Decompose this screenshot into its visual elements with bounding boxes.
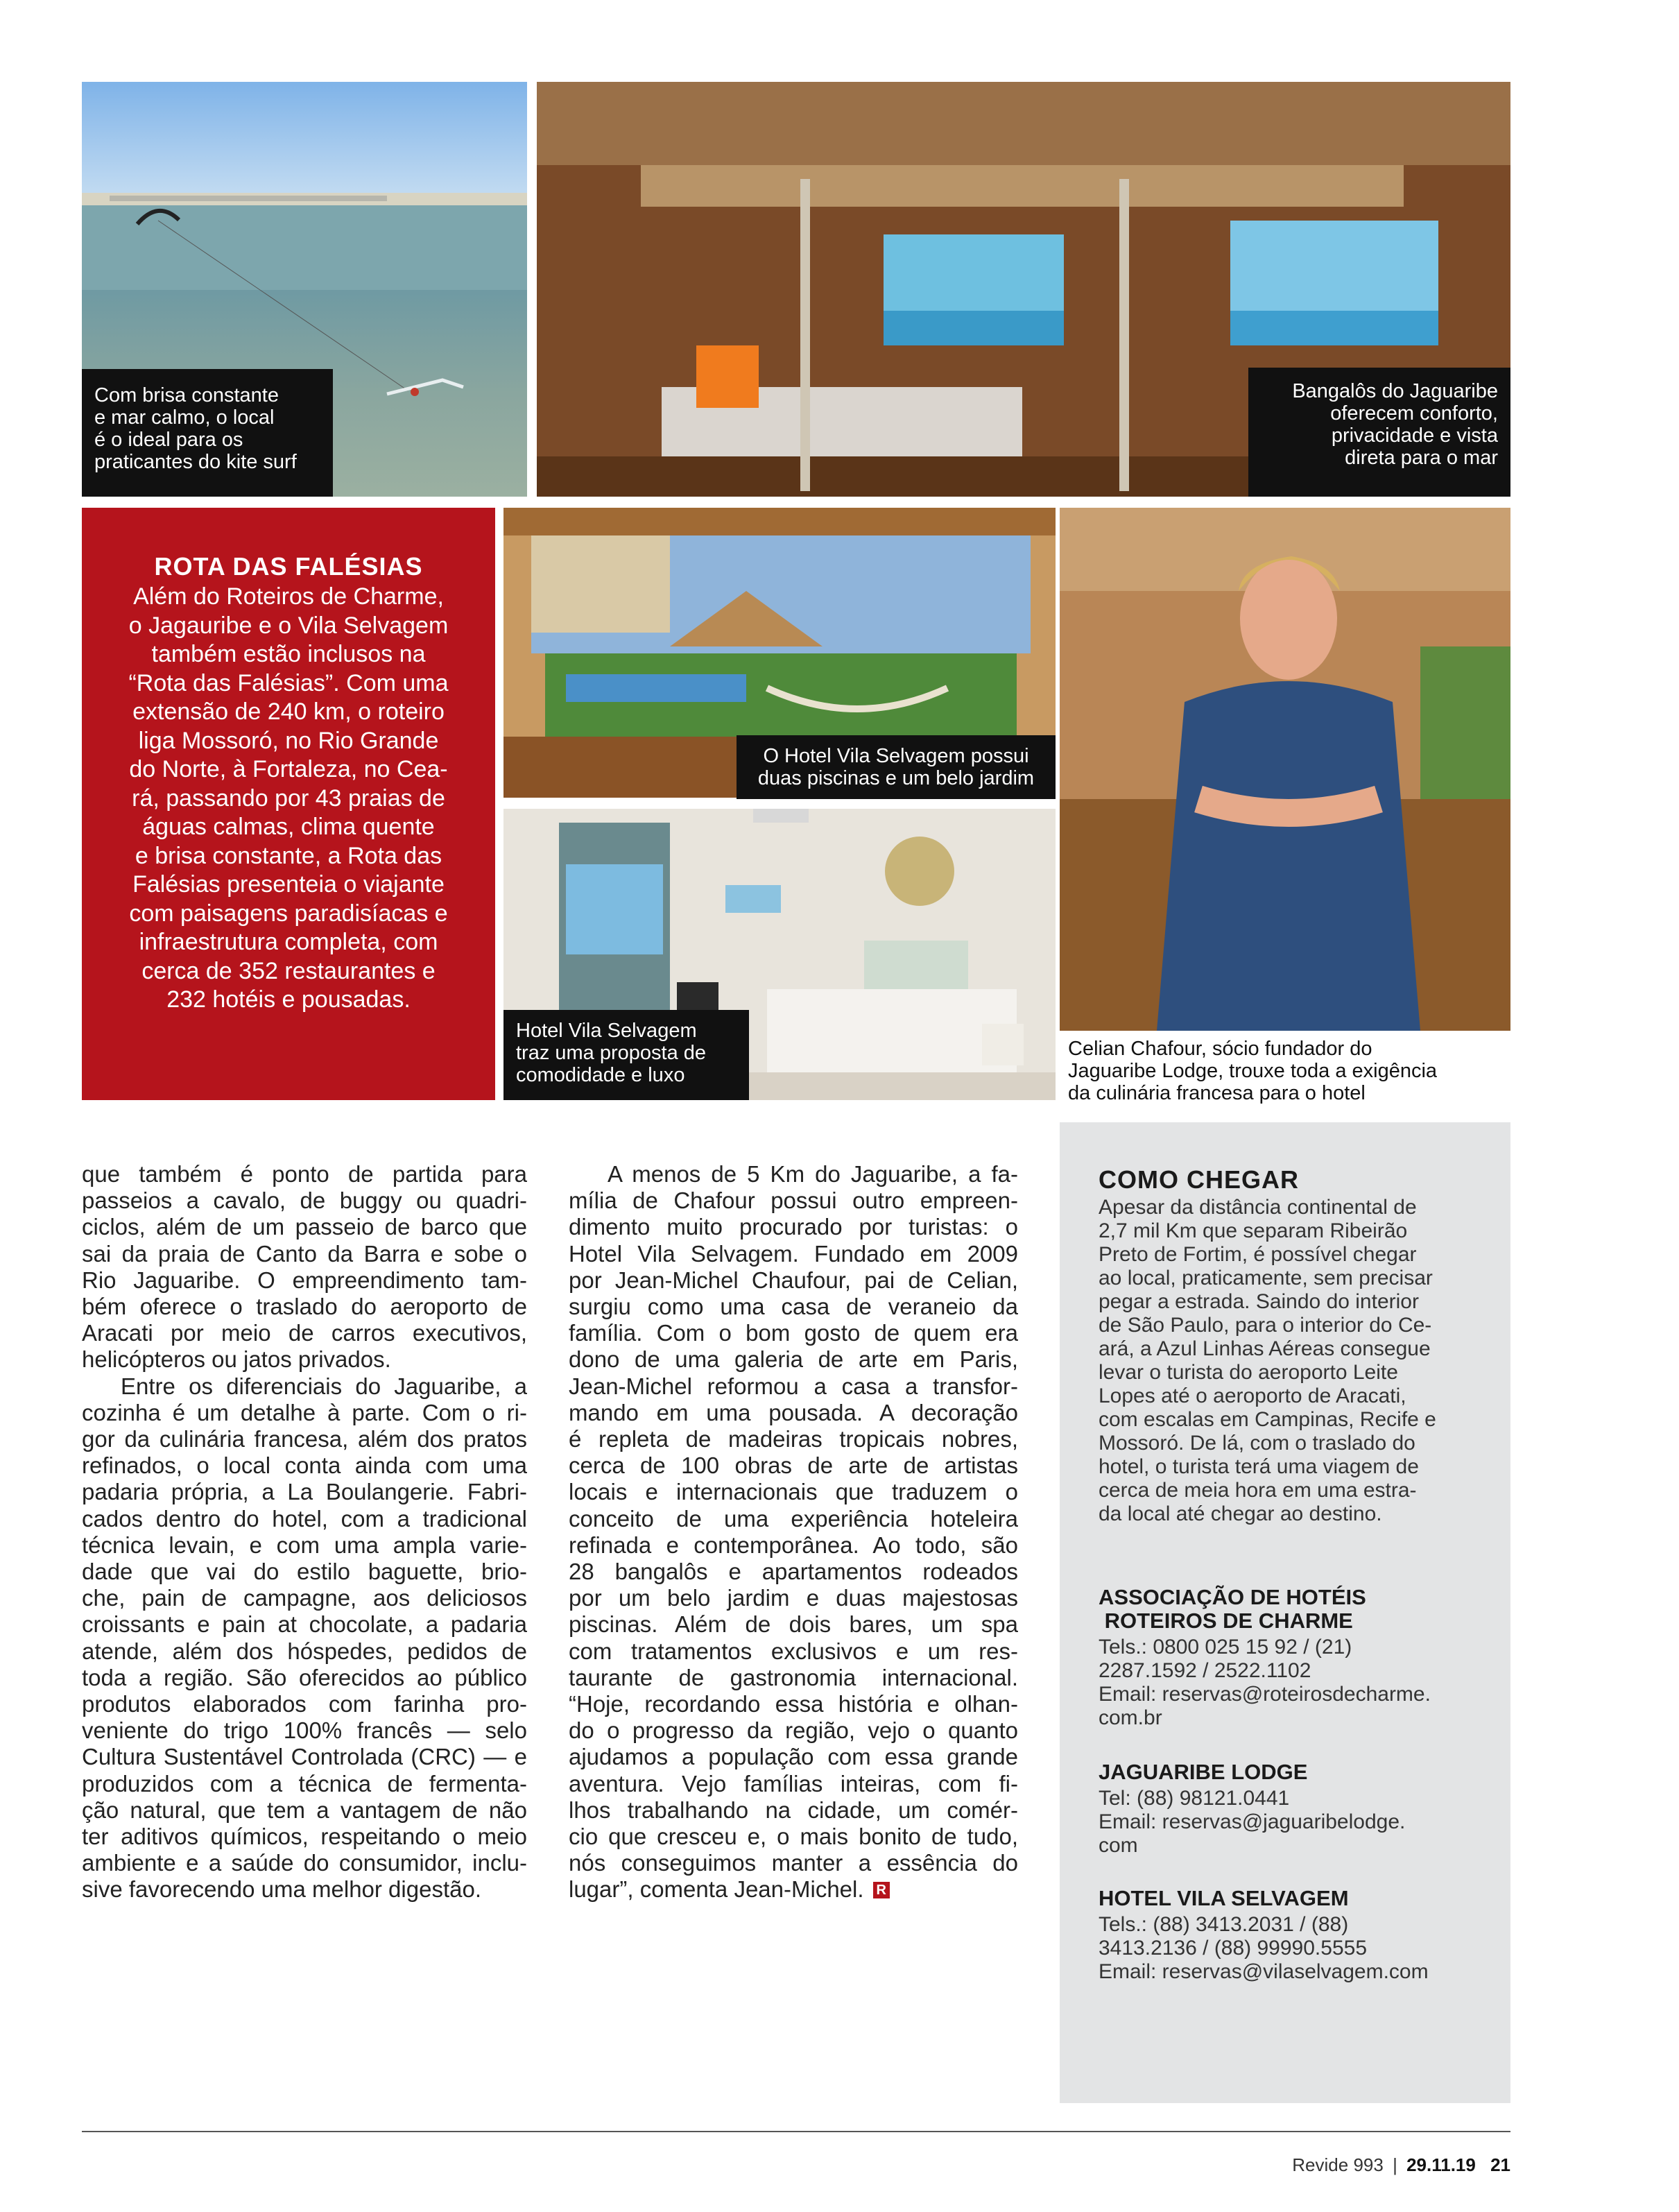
text-line: conceito de uma experiência hoteleira — [569, 1505, 1018, 1532]
text-line: família. Com o bom gosto de quem era — [569, 1320, 1018, 1346]
text-line: Cultura Sustentável Controlada (CRC) — e — [82, 1744, 527, 1770]
text-line: A menos de 5 Km do Jaguaribe, a fa- — [608, 1161, 1018, 1187]
sidebar-line: levar o turista do aeroporto Leite — [1099, 1361, 1398, 1384]
contact-line: Tels.: (88) 3413.2031 / (88) — [1099, 1913, 1349, 1936]
caption-line: O Hotel Vila Selvagem possui — [763, 745, 1029, 767]
caption-line: Bangalôs do Jaguaribe — [1292, 380, 1498, 402]
text-line: 28 bangalôs e apartamentos rodeados — [569, 1559, 1018, 1585]
caption-line: Hotel Vila Selvagem — [516, 1020, 697, 1042]
text-line: ter aditivos químicos, respeitando o meio — [82, 1824, 527, 1850]
text-line: padaria própria, a La Boulangerie. Fabri- — [82, 1479, 527, 1505]
contact-email[interactable]: Email: reservas@vilaselvagem.com — [1099, 1960, 1429, 1983]
text-line: mando em uma pousada. A decoração — [569, 1399, 1018, 1425]
text-line: por Jean-Michel Chaufour, pai de Celian, — [569, 1267, 1018, 1293]
article-column-2 — [569, 1161, 1018, 1903]
text-line: Entre os diferenciais do Jaguaribe, a — [121, 1373, 527, 1399]
sidebar-line: Mossoró. De lá, com o traslado do — [1099, 1432, 1415, 1455]
text-line: dade que vai do estilo baguette, brio- — [82, 1559, 527, 1585]
caption-line: Jaguaribe Lodge, trouxe toda a exigência — [1068, 1060, 1438, 1082]
celian-illustration — [1060, 508, 1510, 1031]
text-line: passeios a cavalo, de buggy ou quadri- — [82, 1188, 527, 1214]
rota-line: 232 hotéis e pousadas. — [166, 986, 411, 1013]
footer-separator: | — [1393, 2154, 1397, 2175]
text-line: ajudamos a população com essa grande — [569, 1744, 1018, 1770]
text-line: cados dentro do hotel, com a tradicional — [82, 1505, 527, 1532]
sidebar-line: ará, a Azul Linhas Aéreas consegue — [1099, 1337, 1431, 1360]
rota-line: cerca de 352 restaurantes e — [141, 957, 436, 984]
contact-email[interactable]: Email: reservas@roteirosdecharme. — [1099, 1683, 1431, 1706]
text-line: Aracati por meio de carros executivos, — [82, 1320, 527, 1346]
text-line: Rio Jaguaribe. O empreendimento tam- — [82, 1267, 527, 1293]
sidebar-line: Preto de Fortim, é possível chegar — [1099, 1243, 1417, 1266]
text-line: produtos elaborados com farinha pro- — [82, 1691, 527, 1717]
text-line: com tratamentos exclusivos e um res- — [569, 1638, 1018, 1664]
caption-line: Celian Chafour, sócio fundador do — [1068, 1038, 1372, 1060]
text-line: dono de uma galeria de arte em Paris, — [569, 1346, 1018, 1373]
sidebar-line: com escalas em Campinas, Recife e — [1099, 1408, 1436, 1431]
celian-caption — [1068, 1038, 1512, 1104]
text-line: bém oferece o traslado do aeroporto de — [82, 1294, 527, 1320]
text-line: aventura. Vejo famílias inteiras, com fi- — [569, 1770, 1018, 1797]
text-line: refinada e contemporânea. Ao todo, são — [569, 1532, 1018, 1558]
text-line: nós conseguimos manter a essência do — [569, 1850, 1018, 1876]
kite-caption — [82, 369, 333, 497]
text-line: mília de Chafour possui outro empreen- — [569, 1188, 1018, 1214]
contact-name-line: ASSOCIAÇÃO DE HOTÉIS — [1099, 1585, 1366, 1609]
caption-line: e mar calmo, o local — [94, 406, 275, 429]
piscinas-caption — [737, 735, 1056, 799]
text-line: sai da praia de Canto da Barra e sobe o — [82, 1240, 527, 1267]
contact-email[interactable]: Email: reservas@jaguaribelodge. — [1099, 1810, 1406, 1833]
contact-line: 2287.1592 / 2522.1102 — [1099, 1659, 1311, 1682]
rota-title: ROTA DAS FALÉSIAS — [154, 552, 423, 581]
contact-name-line: HOTEL VILA SELVAGEM — [1099, 1886, 1349, 1910]
rota-line: extensão de 240 km, o roteiro — [132, 698, 445, 725]
rota-line: rá, passando por 43 praias de — [132, 785, 445, 812]
rota-line: “Rota das Falésias”. Com uma — [128, 669, 449, 696]
rota-line: do Norte, à Fortaleza, no Cea- — [129, 756, 448, 782]
text-line — [569, 1876, 1018, 1903]
sidebar-line: de São Paulo, para o interior do Ce- — [1099, 1314, 1432, 1337]
sidebar-line: da local até chegar ao destino. — [1099, 1502, 1382, 1525]
text-line: técnica levain, e com uma ampla varie- — [82, 1532, 527, 1558]
text-line: ção natural, que tem a vantagem de não — [82, 1797, 527, 1823]
text-line: “Hoje, recordando essa história e olhan- — [569, 1691, 1018, 1717]
sidebar-line: hotel, o turista terá uma viagem de — [1099, 1455, 1419, 1478]
text-line: produzidos com a técnica de fermenta- — [82, 1770, 527, 1797]
text-line: taurante de gastronomia internacional. — [569, 1664, 1018, 1690]
rota-line: o Jagauribe e o Vila Selvagem — [128, 612, 449, 639]
text-line: croissants e pain at chocolate, a padaria — [82, 1611, 527, 1638]
caption-line: traz uma proposta de — [516, 1042, 707, 1064]
sidebar-title: COMO CHEGAR — [1099, 1165, 1299, 1194]
text-line: gor da culinária francesa, além dos pratos — [82, 1426, 527, 1452]
contact-info-roteiros — [1099, 1636, 1431, 1730]
caption-line: direta para o mar — [1345, 447, 1498, 469]
rota-text — [82, 583, 495, 1015]
caption-line: Com brisa constante — [94, 384, 279, 406]
text-line: é repleta de madeiras tropicais nobres, — [569, 1426, 1018, 1452]
text-line: cozinha é um detalhe à parte. Com o ri- — [82, 1399, 527, 1425]
magazine-issue: Revide 993 — [1292, 2154, 1384, 2175]
contact-line: 3413.2136 / (88) 99990.5555 — [1099, 1937, 1367, 1960]
text-line: helicópteros ou jatos privados. — [82, 1346, 391, 1373]
rota-line: águas calmas, clima quente — [142, 814, 435, 840]
rota-das-falesias-box — [82, 508, 495, 1100]
contact-email[interactable]: com — [1099, 1834, 1138, 1857]
contact-info-jaguaribe — [1099, 1787, 1405, 1858]
text-line: surgiu como uma casa de veraneio da — [569, 1294, 1018, 1320]
text-line: Jean-Michel reformou a casa a transfor- — [569, 1373, 1018, 1399]
page-number: 21 — [1490, 2154, 1510, 2175]
sidebar-line: ao local, praticamente, sem precisar — [1099, 1267, 1433, 1289]
rota-line: Além do Roteiros de Charme, — [133, 583, 444, 610]
caption-line: privacidade e vista — [1331, 425, 1498, 447]
contact-info-vila-selvagem — [1099, 1913, 1429, 1984]
contact-email[interactable]: com.br — [1099, 1706, 1162, 1729]
text-line: refinados, o local conta ainda com uma — [82, 1452, 527, 1479]
contact-name-jaguaribe — [1099, 1760, 1307, 1784]
sidebar-text — [1099, 1196, 1436, 1526]
article-column-1 — [82, 1161, 527, 1903]
bangalos-caption — [1248, 368, 1510, 497]
page-footer — [1292, 2154, 1510, 2176]
text-line: che, pain de campagne, aos deliciosos — [82, 1585, 527, 1611]
caption-line: praticantes do kite surf — [94, 451, 297, 473]
text-line: Hotel Vila Selvagem. Fundado em 2009 — [569, 1240, 1018, 1267]
text-line: cerca de 100 obras de arte de artistas — [569, 1452, 1018, 1479]
text-line: lhos trabalhando na cidade, um comér- — [569, 1797, 1018, 1823]
contact-name-vila-selvagem — [1099, 1887, 1349, 1910]
text-line: ambiente e a saúde do consumidor, inclu- — [82, 1850, 527, 1876]
text-line: sive favorecendo uma melhor digestão. — [82, 1876, 481, 1903]
contact-name-line: ROTEIROS DE CHARME — [1099, 1609, 1353, 1633]
end-mark-icon: R — [873, 1882, 890, 1898]
last-line-text: lugar”, comenta Jean-Michel. — [569, 1876, 864, 1903]
text-line: que também é ponto de partida para — [82, 1161, 527, 1187]
rota-line: com paisagens paradisíacas e — [129, 900, 448, 927]
text-line: piscinas. Além de dois bares, um spa — [569, 1611, 1018, 1638]
celian-photo — [1060, 508, 1510, 1031]
caption-line: comodidade e luxo — [516, 1064, 685, 1086]
issue-date: 29.11.19 — [1406, 2154, 1476, 2175]
caption-line: duas piscinas e um belo jardim — [757, 767, 1035, 789]
text-line: toda a região. São oferecidos ao público — [82, 1664, 527, 1690]
rota-line: Falésias presenteia o viajante — [132, 871, 445, 898]
text-line: cio que cresceu e, o mais bonito de tudo, — [569, 1824, 1018, 1850]
text-line: dimento muito procurado por turistas: o — [569, 1214, 1018, 1240]
contact-line: Tel: (88) 98121.0441 — [1099, 1787, 1290, 1810]
text-line: veniente do trigo 100% francês — selo — [82, 1717, 527, 1744]
sidebar-line: Apesar da distância continental de — [1099, 1196, 1417, 1219]
sidebar-line: pegar a estrada. Saindo do interior — [1099, 1290, 1419, 1313]
sidebar-line: 2,7 mil Km que separam Ribeirão — [1099, 1219, 1408, 1242]
contact-name-roteiros — [1099, 1586, 1366, 1633]
sidebar-line: cerca de meia hora em uma estra- — [1099, 1479, 1417, 1502]
rota-line: liga Mossoró, no Rio Grande — [138, 727, 439, 754]
text-line: por um belo jardim e duas majestosas — [569, 1585, 1018, 1611]
footer-divider — [82, 2131, 1510, 2132]
text-line: atende, além dos hóspedes, pedidos de — [82, 1638, 527, 1664]
text-line: locais e internacionais que traduzem o — [569, 1479, 1018, 1505]
text-line: do o progresso da região, vejo o quanto — [569, 1717, 1018, 1744]
sidebar-line: Lopes até o aeroporto de Aracati, — [1099, 1384, 1406, 1407]
text-line: ciclos, além de um passeio de barco que — [82, 1214, 527, 1240]
caption-line: da culinária francesa para o hotel — [1068, 1082, 1366, 1104]
rota-line: também estão inclusos na — [151, 641, 426, 667]
contact-name-line: JAGUARIBE LODGE — [1099, 1760, 1308, 1784]
quarto-caption — [503, 1010, 749, 1100]
caption-line: oferecem conforto, — [1330, 402, 1498, 425]
rota-line: e brisa constante, a Rota das — [135, 842, 442, 869]
contact-line: Tels.: 0800 025 15 92 / (21) — [1099, 1636, 1352, 1658]
como-chegar-sidebar — [1060, 1122, 1510, 2103]
rota-line: infraestrutura completa, com — [139, 929, 438, 955]
caption-line: é o ideal para os — [94, 429, 243, 451]
